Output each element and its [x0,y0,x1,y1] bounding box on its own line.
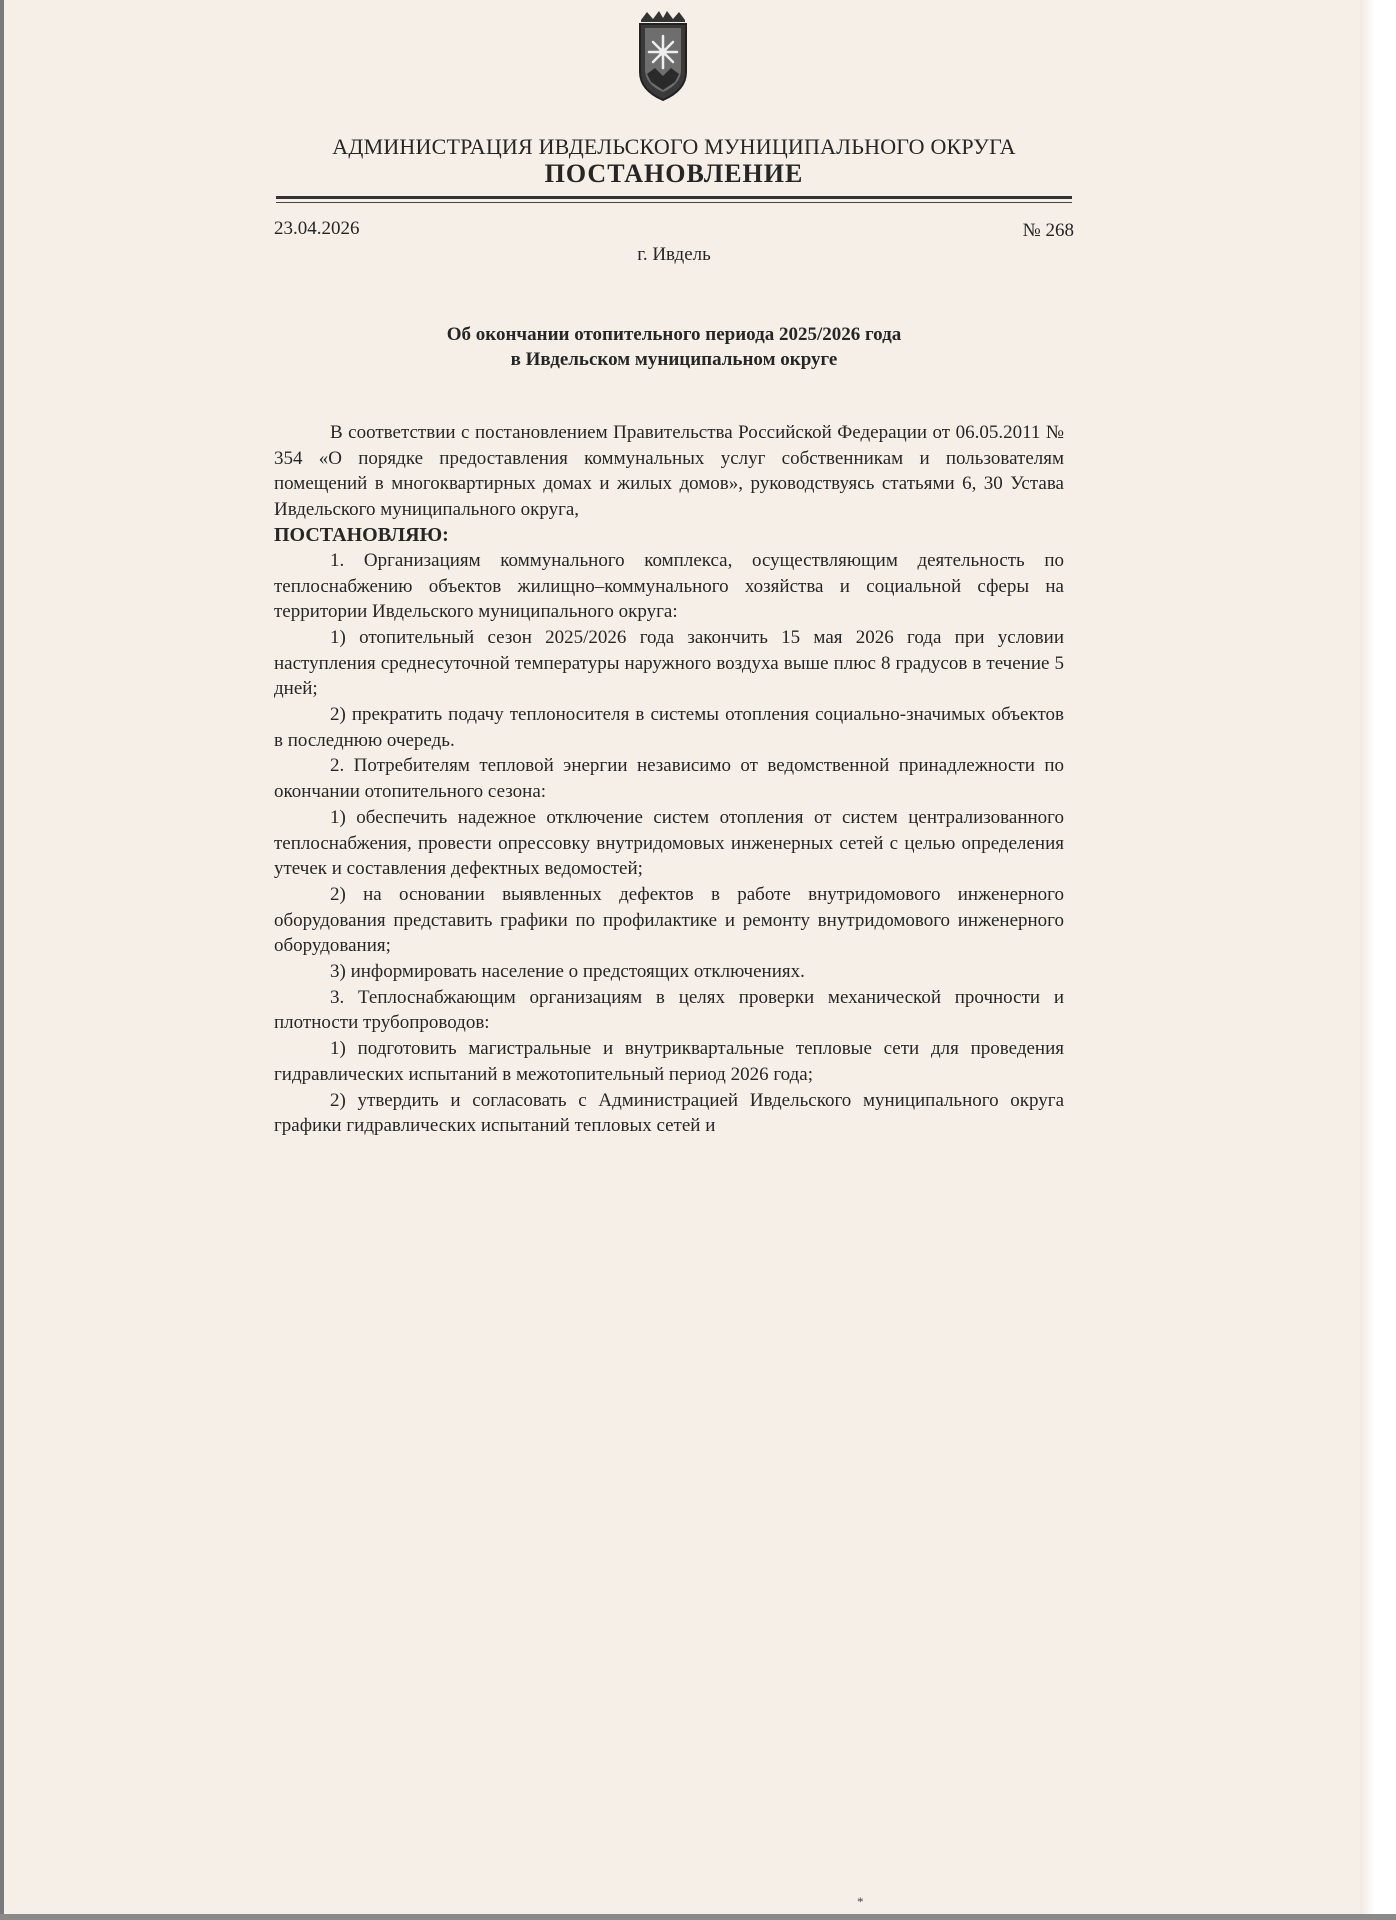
document-body [274,420,1064,1139]
document-title [274,322,1074,372]
coat-of-arms-icon [635,10,691,102]
document-type: ПОСТАНОВЛЕНИЕ [544,159,804,188]
body-paragraph: 2. Потребителям тепловой энергии независимо от ведомственной принадлежности по окончании отопительного сезона: [274,755,1064,803]
body-paragraph: 1) подготовить магистральные и внутриквартальные тепловые сети для проведения гидравлических испытаний в межотопительный период 2026 года; [274,1038,1064,1085]
document-page [274,0,1074,1920]
body-paragraph: 1. Организациям коммунального комплекса, осуществляющим деятельность по теплоснабжению объектов жилищно–коммунального хозяйства и социальной сферы на территории Ивдельского муниципального округа: [274,549,1064,623]
scan-edge-right [1360,0,1396,1920]
document-number: № 268 [1022,220,1074,241]
scan-edge-left [0,0,4,1920]
decree-heading: ПОСТАНОВЛЯЮ: [274,523,449,546]
document-date: 23.04.2026 [274,218,360,239]
preamble-paragraph: В соответствии с постановлением Правительства Российской Федерации от 06.05.2011 № 354 «О порядке предоставления коммунальных услуг собственникам и пользователям помещений в многоквартирных домах и жилых домов», руководствуясь статьями 6, 30 Устава Ивдельского муниципального округа, [274,422,1064,521]
body-paragraph: 2) на основании выявленных дефектов в работе внутридомового инженерного оборудования представить графики по профилактике и ремонту внутридомового инженерного оборудования; [274,883,1064,957]
header-rule-thick [276,196,1072,199]
body-paragraph: 3. Теплоснабжающим организациям в целях проверки механической прочности и плотности трубопроводов: [274,986,1064,1034]
header-rule-thin [276,202,1072,203]
organization-name: АДМИНИСТРАЦИЯ ИВДЕЛЬСКОГО МУНИЦИПАЛЬНОГО ОКРУГА [332,134,1016,159]
title-line-2: в Ивдельском муниципальном округе [510,349,838,370]
body-paragraph: 2) утвердить и согласовать с Администрацией Ивдельского муниципального округа графики гидравлических испытаний тепловых сетей и [274,1089,1064,1137]
body-paragraph: 3) информировать население о предстоящих отключениях. [330,961,805,983]
title-line-1: Об окончании отопительного периода 2025/2026 года [446,324,902,345]
document-city: г. Ивдель [637,244,711,265]
page-mark: * [857,1894,864,1909]
body-paragraph: 1) обеспечить надежное отключение систем отопления от систем централизованного теплоснабжения, провести опрессовку внутридомовых инженерных сетей с целью определения утечек и составления дефектных ведомостей; [274,806,1064,880]
body-paragraph: 2) прекратить подачу теплоносителя в системы отопления социально-значимых объектов в последнюю очередь. [274,704,1064,751]
body-paragraph: 1) отопительный сезон 2025/2026 года закончить 15 мая 2026 года при условии наступления среднесуточной температуры наружного воздуха выше плюс 8 градусов в течение 5 дней; [274,626,1064,700]
